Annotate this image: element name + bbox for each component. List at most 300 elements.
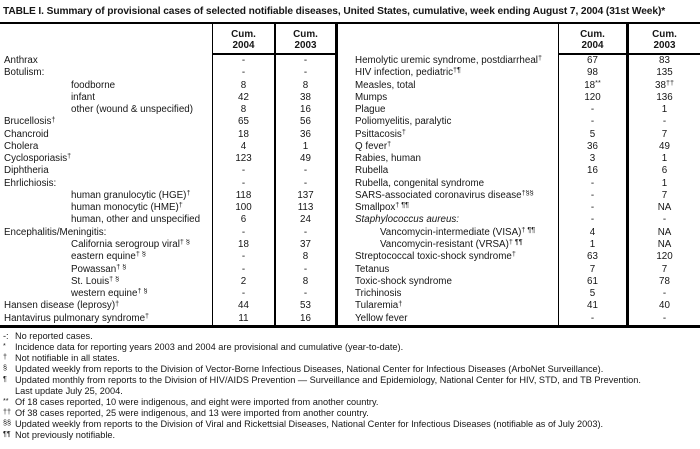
value-text: 38 bbox=[655, 79, 666, 91]
disease-name bbox=[0, 80, 212, 92]
cum-2004-value bbox=[212, 264, 274, 276]
cum-2003-value bbox=[274, 190, 335, 202]
disease-name-label: Mumps bbox=[355, 91, 388, 103]
value-text: 4 bbox=[589, 226, 596, 238]
disease-name-label: eastern equine bbox=[71, 251, 136, 263]
cum-2003-value bbox=[274, 153, 335, 165]
value-text: 7 bbox=[661, 263, 668, 275]
cum-2003-value bbox=[274, 300, 335, 312]
footnote-marker: † bbox=[398, 300, 403, 308]
cum-2004-value bbox=[212, 202, 274, 214]
header-cum-2004-right bbox=[558, 24, 626, 55]
cum-2003-value bbox=[626, 141, 700, 153]
disease-name bbox=[0, 190, 212, 202]
disease-name bbox=[0, 227, 212, 239]
value-text: 1 bbox=[661, 104, 668, 116]
value-text: 113 bbox=[297, 202, 314, 214]
footnote-marker: † bbox=[51, 116, 56, 124]
value-text: - bbox=[303, 226, 308, 238]
value-text: 18 bbox=[238, 128, 249, 140]
footnote-marker: † ¶¶ bbox=[521, 226, 536, 234]
cum-2003-value bbox=[626, 276, 700, 288]
disease-name-label: Ehrlichiosis: bbox=[4, 177, 57, 189]
value-text: 1 bbox=[661, 177, 668, 189]
value-text: 36 bbox=[587, 140, 598, 152]
footnote-marker: † § bbox=[179, 238, 190, 247]
disease-name-label: Botulism: bbox=[4, 67, 45, 79]
cum-2003-value bbox=[274, 92, 335, 104]
value-text: - bbox=[303, 263, 308, 275]
cum-2003-value bbox=[626, 313, 700, 325]
cum-2003-value bbox=[274, 80, 335, 92]
header-spacer-right bbox=[338, 24, 558, 55]
value-text: 53 bbox=[300, 300, 311, 312]
cum-2003-value bbox=[626, 67, 700, 79]
value-text: 49 bbox=[659, 140, 670, 152]
cum-2003-value bbox=[274, 227, 335, 239]
cum-2003-value bbox=[626, 214, 700, 226]
footnote-marker: ** bbox=[595, 79, 601, 87]
cum-2004-value bbox=[212, 141, 274, 153]
footnote-marker: † § bbox=[109, 275, 120, 283]
disease-name-label: Encephalitis/Meningitis: bbox=[4, 226, 107, 238]
disease-name bbox=[0, 153, 212, 165]
cum-2004-value bbox=[558, 251, 626, 263]
cum-2004-value bbox=[558, 67, 626, 79]
footnote-marker: † § bbox=[116, 263, 127, 271]
disease-name-label: Toxic-shock syndrome bbox=[355, 275, 452, 287]
value-text: - bbox=[590, 202, 595, 214]
value-text: 8 bbox=[302, 275, 309, 287]
disease-name bbox=[0, 239, 212, 251]
disease-name-label: California serogroup viral bbox=[71, 238, 180, 250]
value-text: 8 bbox=[302, 251, 309, 263]
value-text: 18 bbox=[584, 79, 596, 91]
disease-name-label: Vancomycin-intermediate (VISA) bbox=[380, 226, 522, 238]
disease-name bbox=[338, 55, 558, 67]
disease-name-label: human granulocytic (HGE) bbox=[71, 189, 187, 201]
cum-2003-value bbox=[274, 276, 335, 288]
value-text: 65 bbox=[238, 116, 249, 128]
disease-name-label: human monocytic (HME) bbox=[71, 202, 179, 214]
table-right-half bbox=[338, 24, 700, 325]
cum-2003-value bbox=[274, 55, 335, 67]
value-text: 49 bbox=[300, 153, 311, 165]
footnote-text: Not notifiable in all states. bbox=[15, 353, 120, 363]
disease-name bbox=[338, 153, 558, 165]
disease-name-label: HIV infection, pediatric bbox=[355, 67, 454, 79]
cum-2004-value bbox=[212, 227, 274, 239]
value-text: 36 bbox=[300, 128, 311, 140]
header-cum-label: Cum. bbox=[293, 29, 318, 40]
footnote-marker: ** bbox=[3, 396, 9, 405]
footnote-line bbox=[3, 386, 699, 397]
header-cum-label: Cum. bbox=[231, 29, 256, 40]
value-text: 1 bbox=[589, 238, 596, 250]
disease-name bbox=[338, 300, 558, 312]
cum-2003-value bbox=[274, 178, 335, 190]
disease-name-label: Plague bbox=[355, 104, 386, 116]
footnote-marker: †† bbox=[665, 79, 674, 87]
disease-name-label: Rubella bbox=[355, 165, 389, 177]
cum-2004-value bbox=[558, 104, 626, 116]
value-text: - bbox=[662, 214, 667, 226]
footnotes bbox=[3, 331, 699, 441]
value-text: - bbox=[590, 189, 595, 201]
value-text: 38 bbox=[300, 91, 311, 103]
cum-2003-value bbox=[626, 227, 700, 239]
disease-name bbox=[0, 202, 212, 214]
disease-name bbox=[338, 104, 558, 116]
value-text: 61 bbox=[587, 275, 598, 287]
value-text: 4 bbox=[240, 140, 247, 152]
disease-name-label: Tularemia bbox=[355, 300, 399, 312]
cum-2003-value bbox=[626, 153, 700, 165]
disease-name-label: Powassan bbox=[71, 263, 117, 275]
cum-2004-value bbox=[212, 178, 274, 190]
cum-2003-value bbox=[274, 251, 335, 263]
disease-name-label: foodborne bbox=[71, 79, 116, 91]
value-text: - bbox=[241, 67, 246, 79]
disease-name-label: Brucellosis bbox=[4, 116, 52, 128]
footnote-line bbox=[3, 353, 699, 364]
disease-name bbox=[338, 227, 558, 239]
disease-name bbox=[338, 202, 558, 214]
cum-2003-value bbox=[274, 288, 335, 300]
disease-name-label: Cyclosporiasis bbox=[4, 153, 68, 165]
footnote-line bbox=[3, 419, 699, 430]
header-cum-label: Cum. bbox=[580, 29, 605, 40]
cum-2004-value bbox=[212, 55, 274, 67]
value-text: 6 bbox=[240, 214, 247, 226]
cum-2003-value bbox=[626, 80, 700, 92]
value-text: - bbox=[662, 288, 667, 300]
cum-2004-value bbox=[212, 92, 274, 104]
header-year-2003: 2003 bbox=[653, 40, 676, 51]
header-spacer-left bbox=[0, 24, 212, 55]
cum-2004-value bbox=[558, 214, 626, 226]
disease-name bbox=[338, 80, 558, 92]
header-cum-2003-right bbox=[626, 24, 700, 55]
disease-name-label: Poliomyelitis, paralytic bbox=[355, 116, 452, 128]
cum-2003-value bbox=[274, 116, 335, 128]
disease-name-label: Staphylococcus aureus: bbox=[355, 214, 460, 226]
value-text: 24 bbox=[300, 214, 311, 226]
value-text: 1 bbox=[302, 140, 309, 152]
disease-name bbox=[0, 104, 212, 116]
disease-name bbox=[338, 214, 558, 226]
footnote-line bbox=[3, 430, 699, 441]
cum-2003-value bbox=[626, 129, 700, 141]
footnote-line bbox=[3, 397, 699, 408]
value-text: - bbox=[303, 288, 308, 300]
cum-2003-value bbox=[626, 92, 700, 104]
footnote-marker: † ¶¶ bbox=[508, 238, 523, 247]
value-text: 136 bbox=[656, 91, 673, 103]
disease-name-label: Hantavirus pulmonary syndrome bbox=[4, 312, 146, 324]
cum-2004-value bbox=[212, 80, 274, 92]
footnote-marker: †§§ bbox=[521, 189, 534, 198]
value-text: - bbox=[303, 177, 308, 189]
disease-name bbox=[338, 190, 558, 202]
disease-name-label: Anthrax bbox=[4, 55, 38, 66]
footnote-marker: † bbox=[178, 202, 183, 210]
footnote-marker: †† bbox=[3, 407, 11, 416]
value-text: 6 bbox=[661, 165, 668, 177]
value-text: - bbox=[590, 104, 595, 116]
value-text: - bbox=[241, 263, 246, 275]
disease-name bbox=[0, 92, 212, 104]
footnote-marker: -: bbox=[3, 331, 9, 341]
disease-name bbox=[0, 288, 212, 300]
disease-name bbox=[338, 264, 558, 276]
disease-name bbox=[0, 165, 212, 177]
value-text: - bbox=[662, 116, 667, 128]
disease-name-label: Trichinosis bbox=[355, 288, 402, 300]
value-text: - bbox=[241, 288, 246, 300]
disease-name-label: human, other and unspecified bbox=[71, 214, 201, 226]
disease-name-label: other (wound & unspecified) bbox=[71, 104, 193, 116]
cum-2003-value bbox=[626, 202, 700, 214]
cum-2003-value bbox=[274, 202, 335, 214]
header-year-2004: 2004 bbox=[581, 40, 604, 51]
cum-2003-value bbox=[626, 288, 700, 300]
cum-2004-value bbox=[558, 153, 626, 165]
value-text: NA bbox=[657, 226, 672, 238]
disease-name bbox=[0, 116, 212, 128]
cum-2004-value bbox=[212, 300, 274, 312]
value-text: 3 bbox=[589, 153, 596, 165]
disease-name-label: Vancomycin-resistant (VRSA) bbox=[380, 238, 509, 250]
disease-name-label: Diphtheria bbox=[4, 165, 49, 177]
footnote-marker: † bbox=[537, 55, 542, 63]
disease-name bbox=[0, 300, 212, 312]
value-text: 123 bbox=[235, 153, 252, 165]
disease-name bbox=[0, 264, 212, 276]
cum-2004-value bbox=[558, 202, 626, 214]
disease-name bbox=[0, 55, 212, 67]
value-text: - bbox=[590, 177, 595, 189]
cum-2004-value bbox=[212, 214, 274, 226]
cum-2004-value bbox=[558, 276, 626, 288]
footnote-marker: ¶ bbox=[3, 374, 7, 383]
cum-2003-value bbox=[626, 116, 700, 128]
disease-name bbox=[338, 141, 558, 153]
disease-name bbox=[0, 67, 212, 79]
table-title: TABLE I. Summary of provisional cases of selected notifiable diseases, United States, cumulative, week ending August 7, 2004 (31st Week)* bbox=[3, 6, 666, 17]
header-year-2004: 2004 bbox=[232, 40, 255, 51]
disease-name-label: Tetanus bbox=[355, 263, 390, 275]
disease-name-label: Q fever bbox=[355, 140, 388, 152]
cum-2004-value bbox=[558, 288, 626, 300]
cum-2003-value bbox=[274, 214, 335, 226]
footnote-text: No reported cases. bbox=[15, 331, 93, 341]
value-text: 8 bbox=[302, 79, 309, 91]
footnote-marker: † § bbox=[137, 288, 148, 296]
value-text: 37 bbox=[300, 238, 311, 250]
value-text: 120 bbox=[584, 91, 601, 103]
disease-name bbox=[338, 288, 558, 300]
cum-2003-value bbox=[626, 55, 700, 67]
disease-name bbox=[0, 251, 212, 263]
value-text: - bbox=[303, 55, 308, 66]
disease-name bbox=[0, 178, 212, 190]
footnote-marker: ¶¶ bbox=[3, 429, 11, 438]
cum-2004-value bbox=[558, 141, 626, 153]
disease-name-label: St. Louis bbox=[71, 275, 110, 287]
value-text: 120 bbox=[656, 251, 673, 263]
table-left-half bbox=[0, 24, 338, 325]
footnote-marker: † bbox=[145, 312, 150, 320]
disease-name-label: infant bbox=[71, 91, 95, 103]
cum-2003-value bbox=[274, 104, 335, 116]
value-text: 11 bbox=[238, 312, 249, 324]
footnote-line bbox=[3, 408, 699, 419]
value-text: 16 bbox=[300, 104, 311, 116]
value-text: - bbox=[241, 177, 246, 189]
footnote-text: Of 38 cases reported, 25 were indigenous, and 13 were imported from another country. bbox=[15, 408, 369, 418]
cum-2003-value bbox=[626, 251, 700, 263]
value-text: - bbox=[590, 312, 595, 324]
cum-2004-value bbox=[558, 55, 626, 67]
cum-2003-value bbox=[626, 300, 700, 312]
header-cum-label: Cum. bbox=[652, 29, 677, 40]
cum-2003-value bbox=[274, 129, 335, 141]
cum-2003-value bbox=[626, 239, 700, 251]
cum-2004-value bbox=[212, 153, 274, 165]
footnote-marker: † § bbox=[135, 251, 146, 259]
cum-2003-value bbox=[626, 104, 700, 116]
disease-name-label: Cholera bbox=[4, 140, 39, 152]
value-text: NA bbox=[657, 202, 672, 214]
value-text: - bbox=[241, 55, 246, 66]
footnote-text: Last update July 25, 2004. bbox=[15, 386, 123, 396]
disease-name bbox=[338, 276, 558, 288]
cum-2004-value bbox=[558, 190, 626, 202]
disease-name bbox=[0, 214, 212, 226]
footnote-line bbox=[3, 375, 699, 386]
disease-name-label: Rubella, congenital syndrome bbox=[355, 177, 485, 189]
disease-name bbox=[0, 313, 212, 325]
disease-name-label: Hansen disease (leprosy) bbox=[4, 300, 116, 312]
cum-2004-value bbox=[212, 116, 274, 128]
disease-name bbox=[338, 239, 558, 251]
footnote-text: Incidence data for reporting years 2003 and 2004 are provisional and cumulative (year-to-date). bbox=[15, 342, 404, 352]
value-text: NA bbox=[657, 238, 672, 250]
cum-2003-value bbox=[274, 141, 335, 153]
footnote-text: Not previously notifiable. bbox=[15, 430, 116, 440]
value-text: 83 bbox=[659, 55, 670, 66]
value-text: 5 bbox=[589, 128, 596, 140]
value-text: 1 bbox=[661, 153, 668, 165]
header-cum-2004-left bbox=[212, 24, 274, 55]
cum-2003-value bbox=[274, 239, 335, 251]
footnote-text: Updated weekly from reports to the Division of Viral and Rickettsial Diseases, National Center for Infectious Diseases (notifiable as of July 2003). bbox=[15, 419, 604, 429]
footnote-marker: § bbox=[3, 363, 7, 372]
value-text: 41 bbox=[587, 300, 598, 312]
cum-2004-value bbox=[558, 80, 626, 92]
notifiable-diseases-table bbox=[0, 22, 700, 328]
disease-name-label: Streptococcal toxic-shock syndrome bbox=[355, 251, 512, 263]
value-text: 137 bbox=[297, 189, 314, 201]
footnote-marker: † bbox=[387, 140, 392, 149]
disease-name bbox=[338, 116, 558, 128]
cum-2004-value bbox=[212, 165, 274, 177]
value-text: - bbox=[662, 312, 667, 324]
cum-2004-value bbox=[212, 251, 274, 263]
value-text: 40 bbox=[659, 300, 670, 312]
footnote-marker: †¶ bbox=[453, 67, 461, 75]
value-text: - bbox=[241, 226, 246, 238]
header-year-2003: 2003 bbox=[294, 40, 317, 51]
cum-2004-value bbox=[558, 116, 626, 128]
value-text: 5 bbox=[589, 288, 596, 300]
cum-2003-value bbox=[626, 165, 700, 177]
cum-2004-value bbox=[558, 165, 626, 177]
value-text: 67 bbox=[587, 55, 598, 66]
disease-name bbox=[338, 92, 558, 104]
cum-2003-value bbox=[274, 165, 335, 177]
disease-name bbox=[338, 313, 558, 325]
footnote-marker: §§ bbox=[3, 418, 11, 427]
cum-2004-value bbox=[558, 129, 626, 141]
disease-name-label: Chancroid bbox=[4, 128, 49, 140]
cum-2004-value bbox=[212, 190, 274, 202]
value-text: 18 bbox=[238, 238, 249, 250]
cum-2003-value bbox=[274, 264, 335, 276]
value-text: 16 bbox=[587, 165, 598, 177]
cum-2004-value bbox=[558, 92, 626, 104]
footnote-marker: † ¶¶ bbox=[395, 202, 410, 210]
disease-name bbox=[338, 165, 558, 177]
value-text: 56 bbox=[300, 116, 311, 128]
value-text: 42 bbox=[238, 91, 249, 103]
disease-name-label: Rabies, human bbox=[355, 153, 421, 165]
cum-2003-value bbox=[626, 264, 700, 276]
value-text: 8 bbox=[240, 79, 247, 91]
disease-name bbox=[338, 251, 558, 263]
footnote-marker: † bbox=[3, 352, 7, 361]
footnote-marker: † bbox=[511, 251, 516, 259]
footnote-line bbox=[3, 364, 699, 375]
cum-2004-value bbox=[558, 178, 626, 190]
cum-2004-value bbox=[558, 264, 626, 276]
value-text: 44 bbox=[238, 300, 249, 312]
disease-name bbox=[338, 178, 558, 190]
value-text: 78 bbox=[659, 275, 670, 287]
value-text: - bbox=[303, 67, 308, 79]
footnote-line bbox=[3, 331, 699, 342]
header-cum-2003-left bbox=[274, 24, 335, 55]
value-text: 118 bbox=[235, 189, 252, 201]
value-text: 98 bbox=[587, 67, 598, 79]
disease-name-label: Yellow fever bbox=[355, 312, 408, 324]
footnote-marker: † bbox=[401, 128, 406, 136]
value-text: 8 bbox=[240, 104, 247, 116]
cum-2003-value bbox=[274, 67, 335, 79]
footnote-marker: † bbox=[67, 153, 72, 161]
value-text: 2 bbox=[240, 275, 247, 287]
disease-name-label: western equine bbox=[71, 288, 138, 300]
footnote-marker: † bbox=[186, 189, 191, 198]
value-text: 7 bbox=[661, 189, 668, 201]
disease-name-label: Psittacosis bbox=[355, 128, 402, 140]
footnote-marker: * bbox=[3, 341, 6, 350]
value-text: 100 bbox=[235, 202, 252, 214]
value-text: 135 bbox=[656, 67, 673, 79]
value-text: 63 bbox=[587, 251, 598, 263]
cum-2004-value bbox=[558, 300, 626, 312]
